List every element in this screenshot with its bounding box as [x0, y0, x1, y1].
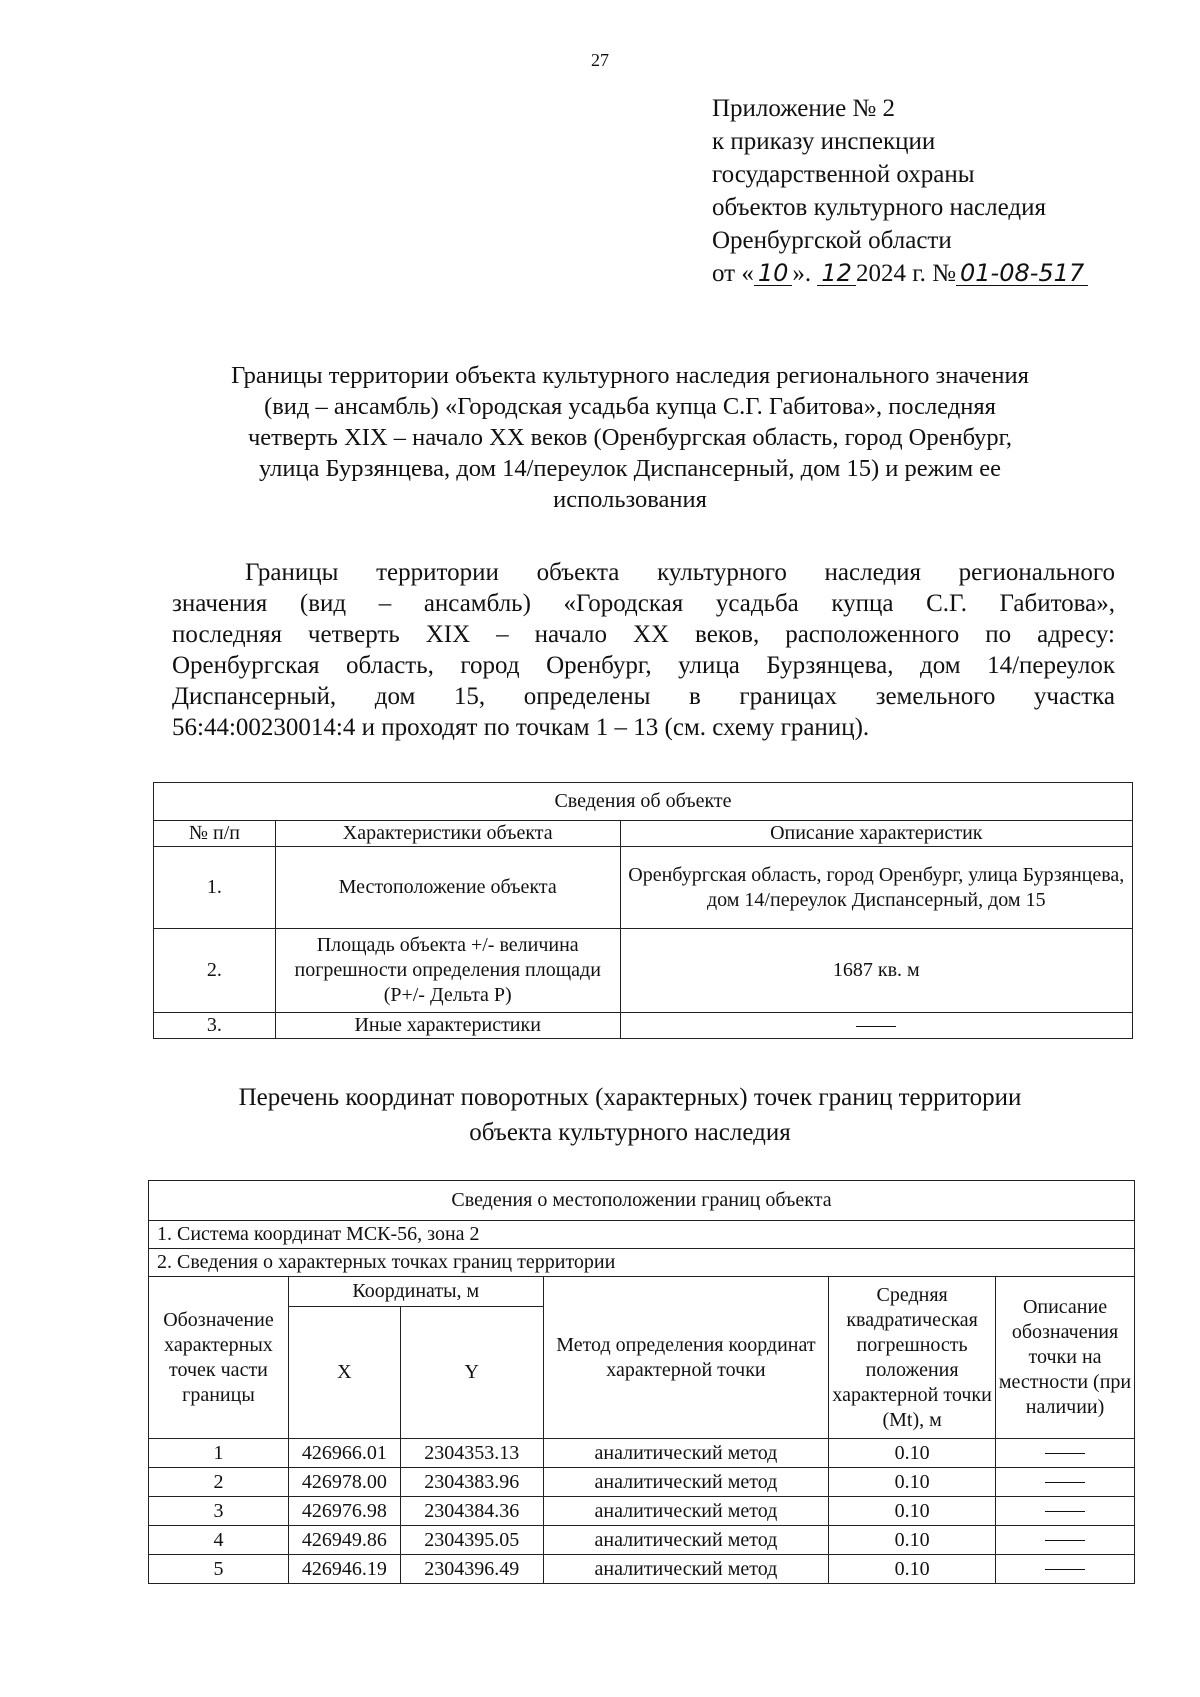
handwritten-order-number: 01-08-517	[956, 261, 1088, 286]
point-number: 5	[149, 1555, 289, 1584]
point-error: 0.10	[829, 1497, 996, 1526]
coordinates-list-title	[150, 1080, 1110, 1150]
table-row	[154, 929, 1133, 1013]
row-description: 1687 кв. м	[620, 929, 1132, 1013]
appendix-block	[712, 92, 1088, 290]
intro-line: Оренбургская область, город Оренбург, улица Бурзянцева, дом 14/переулок	[172, 652, 1115, 679]
coord-system: 1. Система координат МСК-56, зона 2	[149, 1221, 1135, 1249]
title-line: Границы территории объекта культурного наследия регионального значения	[231, 362, 1029, 389]
point-method: аналитический метод	[543, 1468, 828, 1497]
row-characteristic: Местоположение объекта	[275, 847, 620, 929]
page-number: 27	[591, 50, 609, 70]
appendix-date-line	[712, 257, 1088, 290]
appendix-line: объектов культурного наследия	[712, 194, 1046, 221]
point-x: 426978.00	[288, 1468, 400, 1497]
col-description: Описание обозначения точки на местности (при наличии)	[996, 1277, 1135, 1439]
row-num: 3.	[154, 1013, 276, 1039]
title-line: улица Бурзянцева, дом 14/переулок Диспансерный, дом 15) и режим ее	[258, 455, 1002, 482]
point-error: 0.10	[829, 1468, 996, 1497]
point-number: 2	[149, 1468, 289, 1497]
point-number: 3	[149, 1497, 289, 1526]
point-description	[996, 1555, 1135, 1584]
appendix-line: Приложение № 2	[712, 95, 896, 122]
point-method: аналитический метод	[543, 1497, 828, 1526]
intro-paragraph	[172, 557, 1115, 743]
header-description: Описание характеристик	[620, 821, 1132, 847]
point-y: 2304396.49	[400, 1555, 543, 1584]
point-error: 0.10	[829, 1526, 996, 1555]
col-y: Y	[400, 1307, 543, 1439]
table-row	[149, 1555, 1135, 1584]
point-y: 2304383.96	[400, 1468, 543, 1497]
point-description	[996, 1497, 1135, 1526]
object-table-caption: Сведения об объекте	[154, 783, 1133, 821]
appendix-line: Оренбургской области	[712, 227, 952, 254]
date-prefix: от «	[712, 260, 754, 287]
coord-table-caption: Сведения о местоположении границ объекта	[149, 1181, 1135, 1221]
intro-line: значения (вид – ансамбль) «Городская усадьба купца С.Г. Габитова»,	[172, 590, 1115, 617]
document-title	[150, 360, 1110, 515]
point-y: 2304384.36	[400, 1497, 543, 1526]
point-description	[996, 1439, 1135, 1468]
handwritten-day: 10	[754, 261, 793, 286]
intro-line: 56:44:00230014:4 и проходят по точкам 1 – 13 (см. схему границ).	[172, 714, 870, 741]
title-line: четверть XIX – начало XX веков (Оренбургская область, город Оренбург,	[247, 424, 1013, 451]
title-line: (вид – ансамбль) «Городская усадьба купца С.Г. Габитова», последняя	[264, 393, 996, 420]
col-coords: Координаты, м	[288, 1277, 543, 1307]
point-y: 2304353.13	[400, 1439, 543, 1468]
point-method: аналитический метод	[543, 1555, 828, 1584]
header-characteristic: Характеристики объекта	[275, 821, 620, 847]
appendix-line: государственной охраны	[712, 161, 975, 188]
point-description	[996, 1526, 1135, 1555]
col-method: Метод определения координат характерной точки	[543, 1277, 828, 1439]
point-x: 426946.19	[288, 1555, 400, 1584]
dash-mark	[1045, 1482, 1085, 1483]
point-x: 426966.01	[288, 1439, 400, 1468]
row-characteristic: Площадь объекта +/- величина погрешности определения площади (P+/- Дельта P)	[275, 929, 620, 1013]
table-row	[149, 1526, 1135, 1555]
dash-mark	[1045, 1453, 1085, 1454]
dash-mark	[1045, 1511, 1085, 1512]
row-num: 2.	[154, 929, 276, 1013]
point-x: 426976.98	[288, 1497, 400, 1526]
point-number: 1	[149, 1439, 289, 1468]
point-number: 4	[149, 1526, 289, 1555]
table-row	[149, 1497, 1135, 1526]
list-title-line: объекта культурного наследия	[469, 1119, 791, 1146]
intro-line: Границы территории объекта культурного наследия регионального	[245, 559, 1115, 586]
point-method: аналитический метод	[543, 1439, 828, 1468]
intro-line: Диспансерный, дом 15, определены в границах земельного участка	[172, 683, 1115, 710]
dash-mark	[1045, 1540, 1085, 1541]
intro-line: последняя четверть XIX – начало XX веков, расположенного по адресу:	[172, 621, 1115, 648]
point-x: 426949.86	[288, 1526, 400, 1555]
row-description: Оренбургская область, город Оренбург, улица Бурзянцева, дом 14/переулок Диспансерный, дом 15	[620, 847, 1132, 929]
points-header: 2. Сведения о характерных точках границ территории	[149, 1249, 1135, 1277]
col-x: X	[288, 1307, 400, 1439]
title-line: использования	[553, 486, 707, 513]
coordinates-table	[148, 1180, 1135, 1584]
handwritten-month: 12	[817, 261, 856, 286]
date-year: 2024 г. №	[855, 260, 956, 287]
point-y: 2304395.05	[400, 1526, 543, 1555]
table-row	[149, 1439, 1135, 1468]
col-error: Средняя квадратическая погрешность положения характерной точки (Mt), м	[829, 1277, 996, 1439]
col-designation: Обозначение характерных точек части границы	[149, 1277, 289, 1439]
table-row	[149, 1468, 1135, 1497]
point-description	[996, 1468, 1135, 1497]
point-error: 0.10	[829, 1439, 996, 1468]
row-characteristic: Иные характеристики	[275, 1013, 620, 1039]
appendix-line: к приказу инспекции	[712, 128, 936, 155]
table-row	[154, 1013, 1133, 1039]
row-description	[620, 1013, 1132, 1039]
point-error: 0.10	[829, 1555, 996, 1584]
dash-mark	[1045, 1569, 1085, 1570]
date-mid: ».	[792, 260, 812, 287]
header-num: № п/п	[154, 821, 276, 847]
table-row	[154, 847, 1133, 929]
list-title-line: Перечень координат поворотных (характерных) точек границ территории	[238, 1084, 1022, 1111]
dash-mark	[856, 1026, 896, 1027]
row-num: 1.	[154, 847, 276, 929]
point-method: аналитический метод	[543, 1526, 828, 1555]
object-info-table	[153, 782, 1133, 1039]
